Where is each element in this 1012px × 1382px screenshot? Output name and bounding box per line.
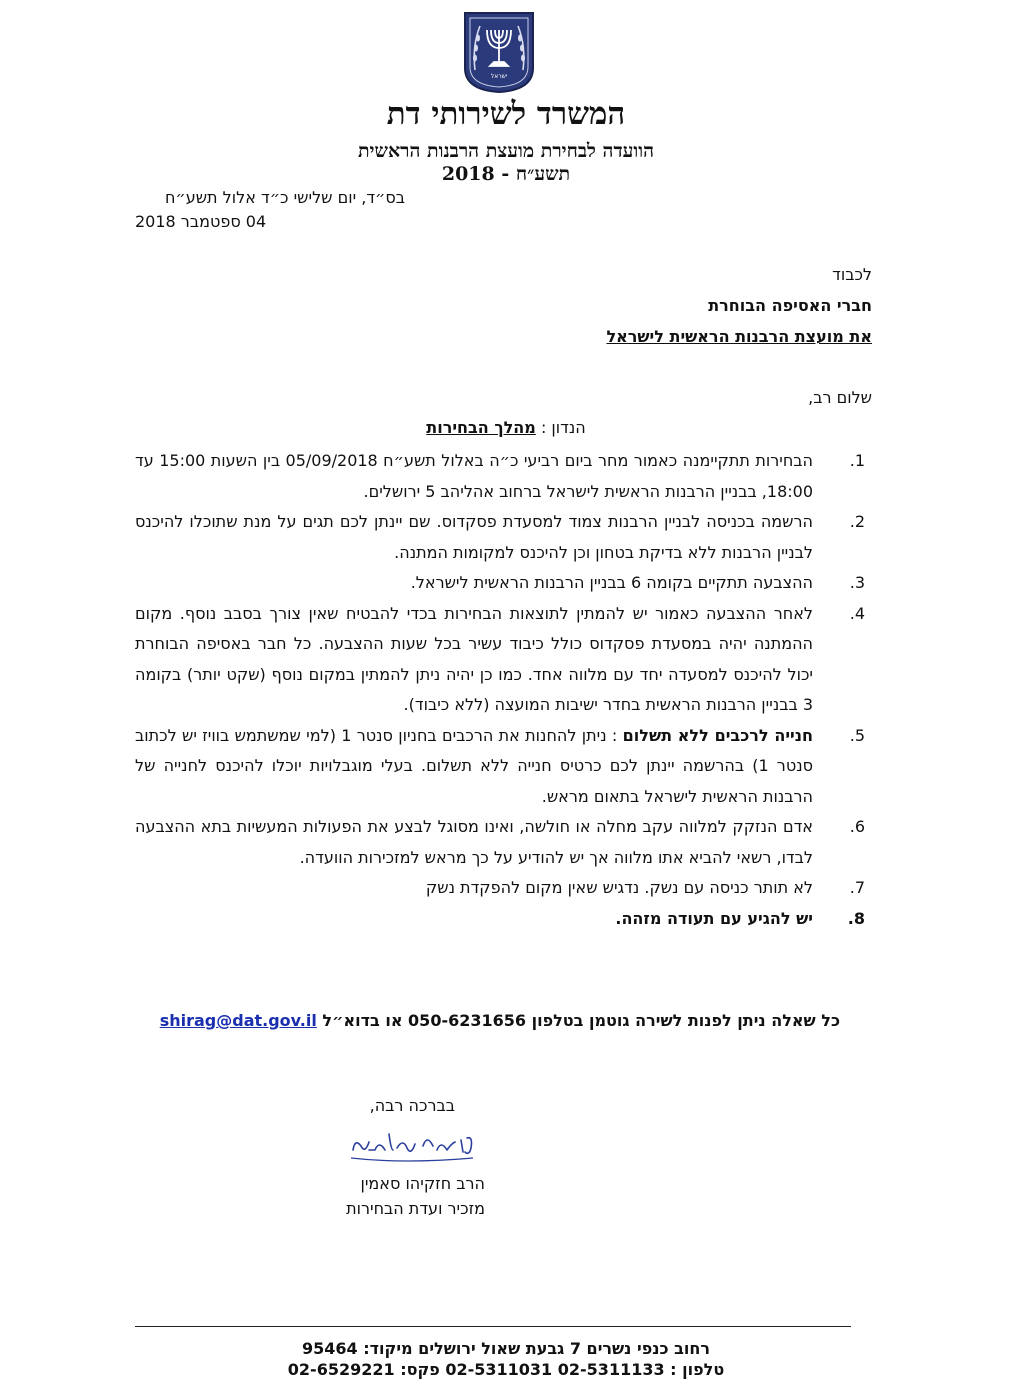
email-link[interactable]: shirag@dat.gov.il: [159, 1011, 317, 1030]
signer-name: הרב חזקיהו סאמין: [360, 1174, 485, 1193]
footer-phones: טלפון : 02-5311133 02-5311031 פקס: 02-6529221: [287, 1360, 725, 1379]
list-item: [135, 507, 865, 568]
footer-divider: [135, 1326, 851, 1327]
list-item: [135, 721, 865, 813]
contact-text: כל שאלה ניתן לפנות לשירה גוטמן בטלפון 050-6231656 או בדוא״ל: [322, 1011, 840, 1030]
item-text: ההצבעה תתקיים בקומה 6 בבניין הרבנות הראשית לישראל.: [410, 573, 813, 592]
list-item: [135, 446, 865, 507]
addressee-honorific: לכבוד: [832, 265, 872, 284]
list-item: [135, 904, 865, 935]
menorah-emblem-icon: [462, 10, 536, 94]
item-number: 2.: [849, 512, 865, 531]
subject-line: [0, 418, 1012, 437]
closing-salutation: בברכה רבה,: [369, 1096, 455, 1115]
handwritten-signature-icon: [345, 1120, 485, 1168]
item-lead: חנייה לרכבים ללא תשלום: [622, 725, 814, 745]
item-number: 4.: [849, 603, 865, 623]
item-text: הרשמה בכניסה לבניין הרבנות צמוד למסעדת פסקדוס. שם יינתן לכם תגים על מנת שתוכלו להיכנס לבניין הרבנות ללא בדיקת בטחון וכן להיכנס למקומות המתנה.: [135, 512, 813, 562]
committee-title: הוועדה לבחירת מועצת הרבנות הראשית: [357, 140, 655, 162]
item-number: 7.: [849, 878, 865, 897]
ministry-title: המשרד לשירותי דת: [386, 96, 626, 132]
item-text: אדם הנזקק למלווה עקב מחלה או חולשה, ואינו מסוגל לבצע את הפעולות המעשיות בתא ההצבעה לבדו, רשאי להביא אתו מלווה אך יש להודיע על כך מראש למזכירות הוועדה.: [135, 817, 813, 867]
item-number: 8.: [847, 908, 865, 928]
list-item: [135, 812, 865, 873]
item-text: יש להגיע עם תעודה מזהה.: [615, 908, 813, 928]
addressee-group: חברי האסיפה הבוחרת: [708, 296, 872, 315]
item-text: לאחר ההצבעה כאמור יש להמתין לתוצאות הבחירות בכדי להבטיח שאין צורך בסבב נוסף. מקום ההמתנה יהיה במסעדת פסקדוס כולל כיבוד עשיר בכל שעות ההצבעה. כל חבר באסיפה הבוחרת יכול להיכנס למסעדה יחד עם מלווה אחד. כמו כן יהיה ניתן להמתין במקום נוסף (שקט יותר) בקומה 3 בבניין הרבנות הראשית בחדר ישיבות המועצה (ללא כיבוד).: [135, 603, 813, 714]
emblem-lettering: ישראל: [490, 73, 508, 80]
footer-address: רחוב כנפי נשרים 7 גבעת שאול ירושלים מיקוד: 95464: [302, 1339, 710, 1358]
item-number: 5.: [849, 725, 865, 745]
list-item: [135, 568, 865, 599]
item-number: 1.: [849, 451, 865, 470]
instructions-list: [135, 446, 865, 934]
addressee-council: את מועצת הרבנות הראשית לישראל: [606, 327, 872, 346]
year-line: תשע״ח - 2018: [441, 163, 571, 185]
gregorian-date: 04 ספטמבר 2018: [135, 212, 267, 231]
item-text: : ניתן להחנות את הרכבים בחניון סנטר 1 (למי שמשתמש בוויז יש לכתוב סנטר 1) בהרשמה יינתן לכם כרטיס חנייה ללא תשלום. בעלי מוגבלויות יוכלו להיכנס לחנייה של הרבנות הראשית לישראל בתאום מראש.: [135, 725, 813, 806]
item-text: לא תותר כניסה עם נשק. נדגיש שאין מקום להפקדת נשק: [425, 878, 813, 897]
item-number: 3.: [849, 573, 865, 592]
signer-role: מזכיר ועדת הבחירות: [346, 1199, 485, 1218]
list-item: [135, 873, 865, 904]
hebrew-date: בס״ד, יום שלישי כ״ד אלול תשע״ח: [164, 188, 405, 207]
subject-title: מהלך הבחירות: [426, 418, 536, 437]
item-text: הבחירות תתקיימנה כאמור מחר ביום רביעי כ״ה באלול תשע״ח 05/09/2018 בין השעות 15:00 עד 18:00, בבניין הרבנות הראשית לישראל ברחוב אהליהב 5 ירושלים.: [135, 451, 814, 501]
item-number: 6.: [849, 817, 865, 836]
list-item: [135, 599, 865, 721]
greeting: שלום רב,: [808, 388, 872, 407]
subject-label: הנדון :: [540, 418, 586, 437]
contact-line: [160, 1011, 840, 1030]
